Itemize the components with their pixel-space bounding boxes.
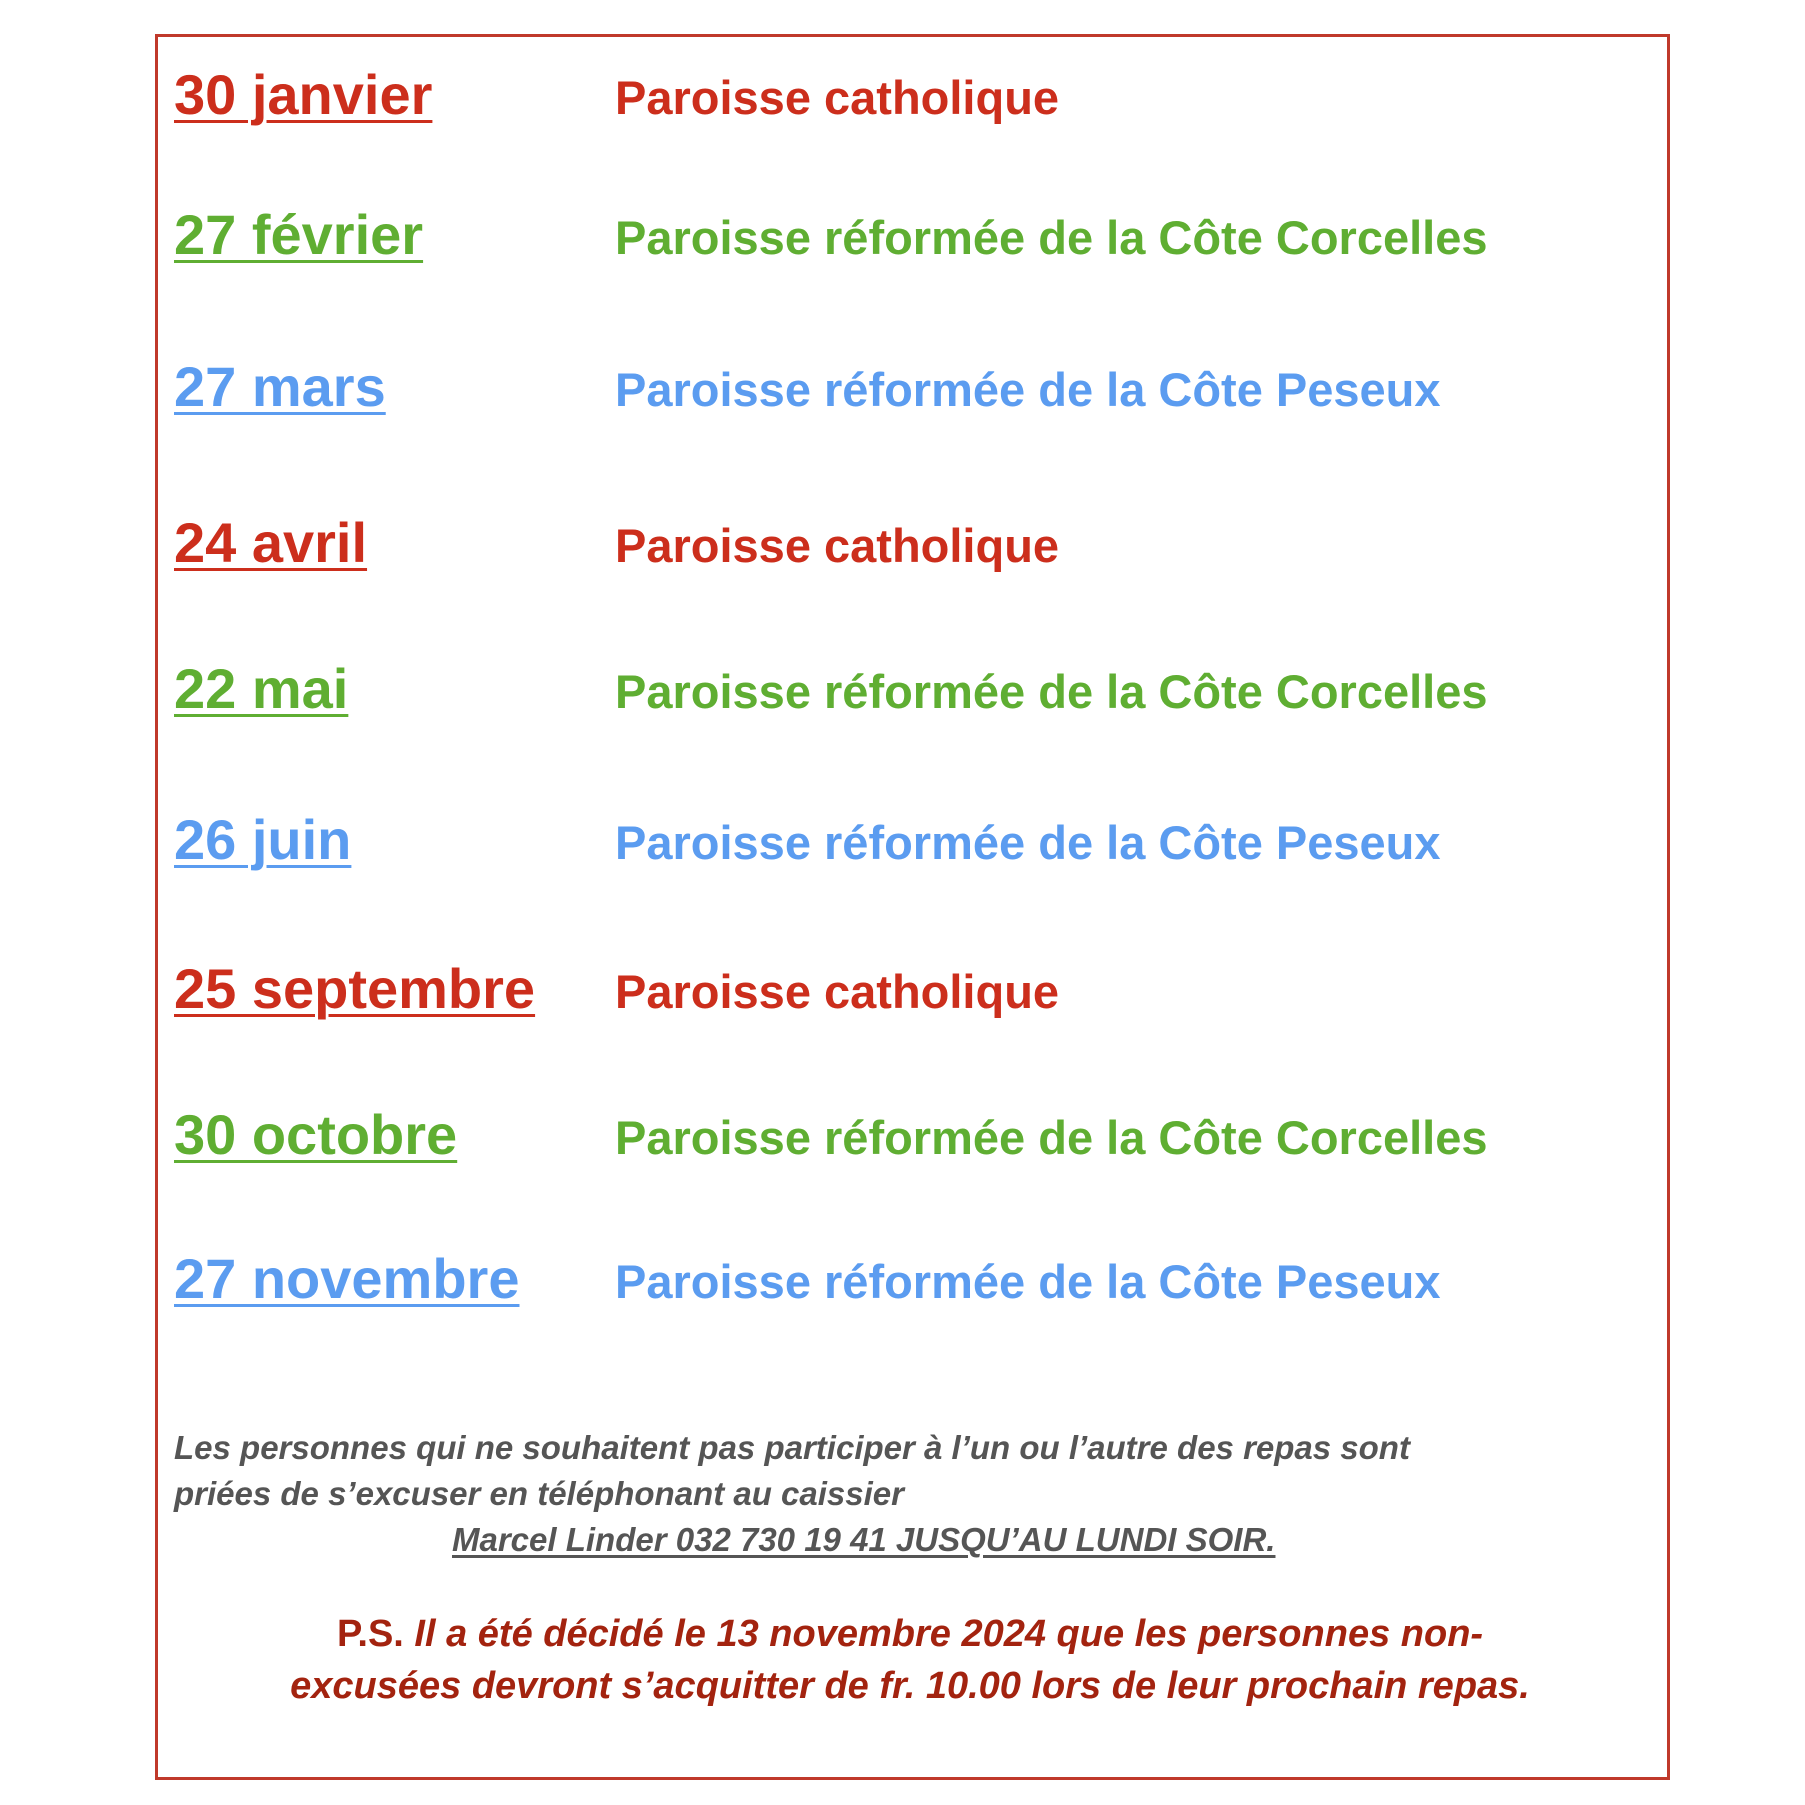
schedule-row-novembre: [174, 1244, 1654, 1314]
ps-text: Il a été décidé le 13 novembre 2024 que les personnes non-: [403, 1613, 1484, 1655]
parish-label: Paroisse réformée de la Côte Corcelles: [615, 1111, 1488, 1164]
schedule-row-juin: [174, 805, 1654, 875]
schedule-row-janvier: [174, 60, 1654, 130]
schedule-row-mars: [174, 352, 1654, 422]
date-link[interactable]: 26 juin: [174, 808, 352, 871]
parish-label: Paroisse catholique: [615, 71, 1060, 124]
date-link[interactable]: 30 janvier: [174, 63, 433, 126]
date-link[interactable]: 30 octobre: [174, 1103, 458, 1166]
parish-label: Paroisse réformée de la Côte Corcelles: [615, 211, 1488, 264]
parish-label: Paroisse catholique: [615, 965, 1060, 1018]
schedule-row-avril: [174, 508, 1654, 578]
schedule-row-mai: [174, 654, 1654, 724]
schedule-row-octobre: [174, 1100, 1654, 1170]
date-link[interactable]: 27 mars: [174, 355, 386, 418]
schedule-row-fevrier: [174, 200, 1654, 270]
date-link[interactable]: 27 novembre: [174, 1247, 520, 1310]
parish-label: Paroisse réformée de la Côte Peseux: [615, 363, 1441, 416]
excuse-note-line-2: priées de s’excuser en téléphonant au caissier: [174, 1475, 904, 1512]
ps-notice: [170, 1608, 1650, 1712]
date-link[interactable]: 22 mai: [174, 657, 349, 720]
excuse-note: [174, 1425, 1654, 1517]
date-link[interactable]: 25 septembre: [174, 957, 536, 1020]
ps-line-2: excusées devront s’acquitter de fr. 10.00 lors de leur prochain repas.: [290, 1665, 1530, 1707]
ps-prefix: P.S.: [336, 1613, 404, 1655]
parish-label: Paroisse réformée de la Côte Peseux: [615, 1255, 1441, 1308]
parish-label: Paroisse réformée de la Côte Peseux: [615, 816, 1441, 869]
cashier-contact[interactable]: Marcel Linder 032 730 19 41 JUSQU’AU LUNDI SOIR.: [452, 1521, 1276, 1558]
schedule-row-septembre: [174, 954, 1654, 1024]
parish-label: Paroisse réformée de la Côte Corcelles: [615, 665, 1488, 718]
parish-label: Paroisse catholique: [615, 519, 1060, 572]
excuse-note-line-1: Les personnes qui ne souhaitent pas participer à l’un ou l’autre des repas sont: [174, 1429, 1410, 1466]
ps-line-1: [170, 1608, 1650, 1660]
date-link[interactable]: 24 avril: [174, 511, 368, 574]
date-link[interactable]: 27 février: [174, 203, 424, 266]
